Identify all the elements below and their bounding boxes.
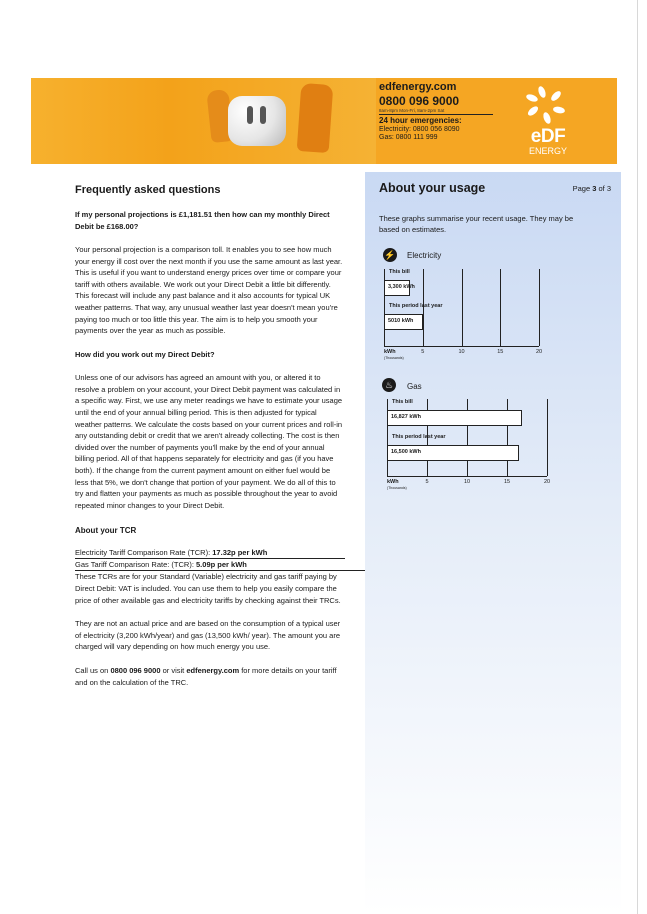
toast-slice-image — [297, 83, 334, 153]
website-link[interactable]: edfenergy.com — [379, 81, 457, 93]
page-edge — [637, 0, 638, 914]
phone-number[interactable]: 0800 096 9000 — [379, 94, 460, 108]
electricity-tcr-label: Electricity Tariff Comparison Rate (TCR): — [75, 548, 213, 558]
faq-column — [75, 184, 345, 700]
chart-tick-label: 15 — [503, 479, 511, 485]
chart-x-axis-subunit: (Thousands) — [384, 356, 404, 360]
chart-data-label: 5010 kWh — [388, 318, 414, 324]
usage-intro: These graphs summarise your recent usage. They may be based on estimates. — [379, 214, 574, 234]
chart-data-label: 16,500 kWh — [391, 449, 421, 455]
tcr-paragraph-1: These TCRs are for your Standard (Variable) electricity and gas tariff paying by Direct Debit: VAT is included. You can use them to help you easily compare the price of other available gas and electricity tariffs by checking against their TRCs. — [75, 572, 341, 605]
gas-tcr-label: Gas Tariff Comparison Rate: (TCR): — [75, 560, 197, 570]
usage-panel — [365, 172, 621, 914]
electricity-emergency-number: Electricity: 0800 056 8090 — [379, 126, 460, 133]
chart-x-axis — [387, 476, 547, 477]
chart-x-axis-unit: kWh — [384, 349, 396, 355]
logo-wordmark: eDF — [530, 126, 566, 147]
faq-question-1: If my personal projections is £1,181.51 then how can my monthly Direct Debit be £168.00? — [75, 210, 330, 231]
gas-tcr — [75, 559, 375, 571]
usage-title: About your usage — [379, 181, 486, 195]
page-number: 3 — [592, 184, 597, 193]
chart-gridline — [539, 269, 540, 346]
tcr-website-link[interactable]: edfenergy.com — [186, 665, 240, 675]
header-banner — [31, 78, 617, 164]
chart-tick-label: 20 — [543, 479, 551, 485]
toaster-image — [228, 96, 286, 146]
gas-label: Gas — [407, 382, 422, 391]
electricity-tcr-value: 17.32p per kWh — [212, 548, 268, 558]
page-indicator — [573, 184, 611, 193]
chart-tick-label: 5 — [421, 349, 425, 355]
chart-x-axis-unit: kWh — [387, 479, 399, 485]
electricity-tcr — [75, 547, 345, 559]
chart-category-label: This bill — [392, 399, 413, 405]
chart-category-label: This period last year — [392, 434, 446, 440]
chart-tick-label: 5 — [425, 479, 429, 485]
tcr-paragraph-2: They are not an actual price and are based on the consumption of a typical user of electricity (3,200 kWh/year) and gas (13,500 kWh/ year). The amount you are charged will vary depending on how much energy you use. — [75, 619, 341, 652]
chart-x-axis — [384, 346, 539, 347]
edf-logo — [518, 84, 578, 160]
chart-tick-label: 10 — [458, 349, 465, 355]
lightning-bolt-icon: ⚡ — [384, 250, 396, 260]
gas-tcr-value: 5.09p per kWh — [196, 560, 247, 570]
chart-category-label: This period last year — [389, 303, 443, 309]
chart-category-label: This bill — [389, 269, 410, 275]
gas-chart — [385, 397, 565, 497]
chart-gridline — [462, 269, 463, 346]
edf-sunflower-icon — [518, 84, 578, 128]
chart-gridline — [547, 399, 548, 476]
chart-x-axis-subunit: (Thousands) — [387, 486, 407, 490]
chart-data-label: 3,300 kWh — [388, 284, 415, 290]
faq-answer-1: Your personal projection is a comparison toll. It enables you to see how much your energy ill cost over the next month if you use the same amount as last year. This is useful if you want to understand energy prices over time or compare your tariff with others available. We work out your Direct Debit a little bit differently. This forecast will include any past balance and it also accounts for typical UK weather patterns. That way, any unusual weather last year doesn't mean you're paying too much or too little this year. The aim is to help you smooth your payments over the year as much as possible. — [75, 245, 343, 336]
electricity-chart — [382, 267, 557, 360]
tcr-heading: About your TCR — [75, 526, 137, 536]
chart-axis-label — [387, 479, 407, 491]
faq-question-2: How did you work out my Direct Debit? — [75, 349, 215, 359]
tcr-phone[interactable]: 0800 096 9000 — [110, 665, 161, 675]
chart-tick-label: 20 — [535, 349, 543, 355]
page-word: Page — [572, 184, 593, 193]
gas-emergency-number: Gas: 0800 111 999 — [379, 134, 438, 141]
toaster-photo — [31, 78, 376, 164]
tcr-visit-text: or visit — [160, 665, 187, 675]
emergencies-title: 24 hour emergencies: — [379, 116, 462, 125]
faq-heading: Frequently asked questions — [75, 184, 221, 196]
page-total: of 3 — [596, 184, 611, 193]
contact-info — [379, 81, 519, 141]
chart-tick-label: 10 — [463, 479, 471, 485]
chart-gridline — [500, 269, 501, 346]
chart-data-label: 16,827 kWh — [391, 414, 421, 420]
tcr-call-text: Call us on — [75, 665, 111, 675]
faq-answer-2: Unless one of our advisors has agreed an amount with you, or altered it to resolve a problem on your account, your Direct Debit payment was calculated in a specific way. First, we use any meter readings we have to estimate your usage until the end of your annual billing period. This is then adjusted for typical weather patterns. We calculate the costs based on your current prices and roll-in any outstanding debit or credit that we aren't already collecting. The cost is then divided over the number of payments you'll make by the end of your annual billing period. All of that happens separately for electricity and gas (if you have both). If the change from the current payment amount on either fuel would be less that 5%, we don't change that portion of your payment. We do all of this to try and flatten your payments as much as possible throughout the year to avoid repeated minor changes to your Direct Debit. — [75, 373, 343, 510]
logo-subtitle: ENERGY — [528, 146, 567, 156]
flame-icon: ♨ — [382, 378, 396, 392]
tcr-paragraph-3 — [75, 665, 345, 688]
tcr-details-text: for more details on your tariff and on the calculation of the TRC. — [75, 665, 337, 687]
chart-axis-label — [384, 349, 404, 361]
chart-tick-label: 15 — [497, 349, 504, 355]
electricity-label: Electricity — [407, 251, 442, 260]
opening-hours: 8am-8pm Mon-Fri, 8am-2pm Sat — [379, 108, 493, 115]
